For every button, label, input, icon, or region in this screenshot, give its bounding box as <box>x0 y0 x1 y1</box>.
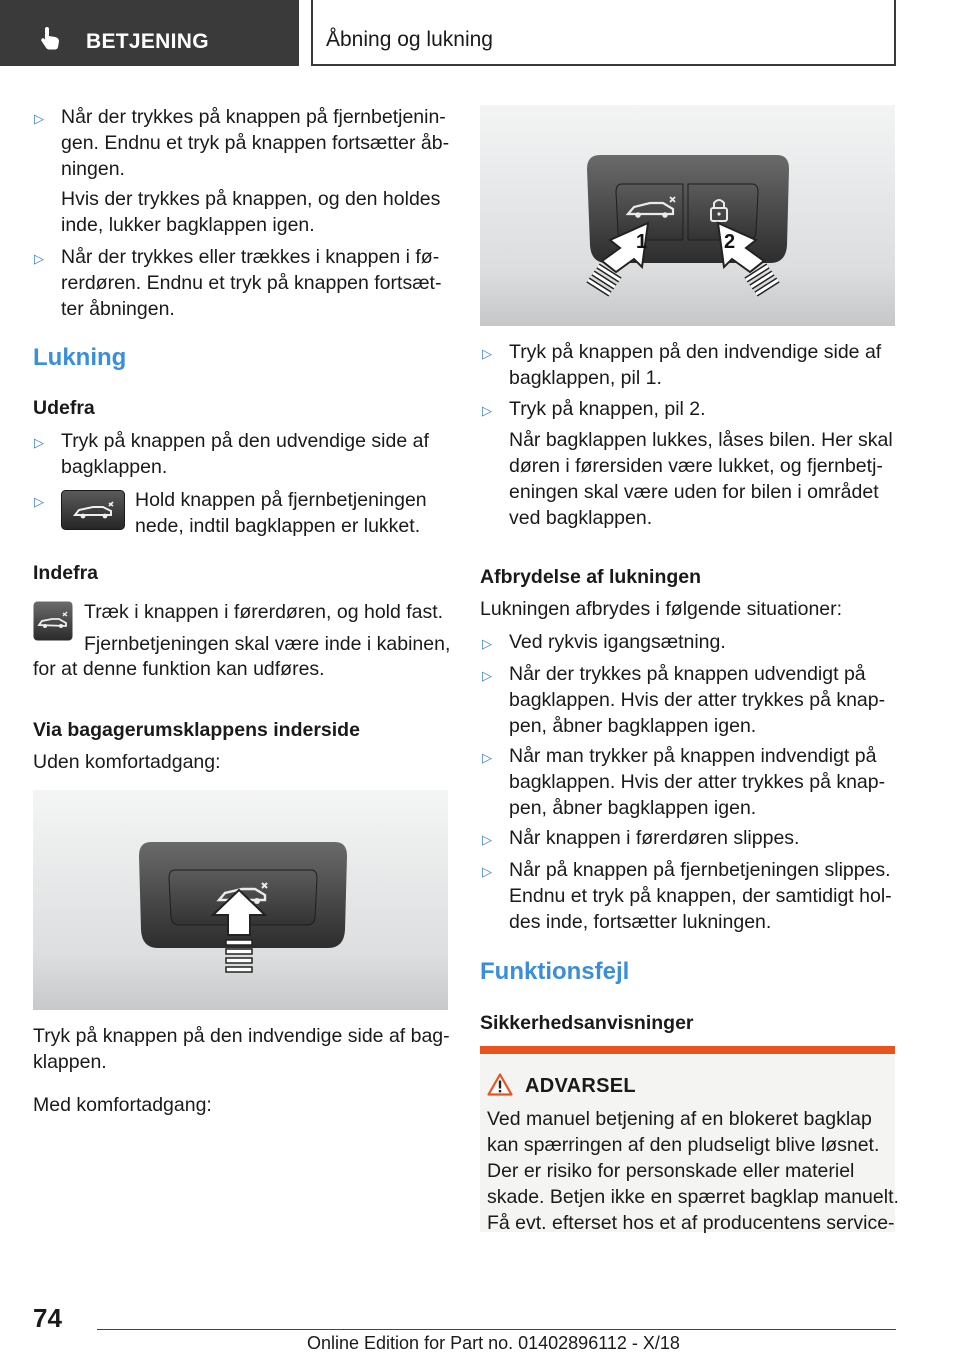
list-item: Tryk på knappen på den indvendige side af bagklappen, pil 1. <box>509 341 882 389</box>
bullet-icon: ▷ <box>482 668 492 683</box>
list-item: Tryk på knappen på den udvendige side af bagklappen. <box>61 430 429 478</box>
list-item: Tryk på knappen, pil 2. <box>509 398 706 420</box>
paragraph: Lukningen afbrydes i følgende situationer: <box>480 598 843 620</box>
bullet-icon: ▷ <box>482 864 492 879</box>
list-item: Når knappen i førerdøren slippes. <box>509 827 800 849</box>
footer-edition: Online Edition for Part no. 01402896112 - X/18 <box>307 1333 680 1353</box>
chapter-title: Åbning og lukning <box>326 28 493 51</box>
list-item: Når på knappen på fjernbetjeningen slippes. Endnu et tryk på knappen, der samtidigt hol- des inde, fortsætter lukningen. <box>509 859 892 933</box>
warning-text: Ved manuel betjening af en blokeret bagklap kan spærringen af den pludseligt blive løsnet. Der er risiko for personskade eller materiel skade. Betjen ikke en spærret bagklap manuelt. Få evt. efterset hos et af producentens service- <box>487 1108 899 1234</box>
list-item: Når der trykkes eller trækkes i knappen i fø- rerdøren. Endnu et tryk på knappen fortsæt- ter åbningen. <box>61 246 442 320</box>
heading-indefra: Indefra <box>33 562 99 584</box>
section-tab <box>0 0 299 66</box>
heading-udefra: Udefra <box>33 397 95 419</box>
paragraph: Tryk på knappen på den indvendige side af bag- klappen. <box>33 1025 450 1073</box>
bullet-icon: ▷ <box>34 494 44 509</box>
list-item: Når man trykker på knappen indvendigt på bagklappen. Hvis der atter trykkes på knap- pen, åbner bagklappen igen. <box>509 745 886 819</box>
paragraph: Fjernbetjeningen skal være inde i kabinen, <box>84 633 451 655</box>
warning-title: ADVARSEL <box>525 1075 636 1097</box>
list-item-note: Hvis der trykkes på knappen, og den holdes inde, lukker bagklappen igen. <box>61 188 441 236</box>
chapter-header <box>311 0 896 66</box>
remote-tailgate-icon <box>61 490 125 530</box>
paragraph: for at denne funktion kan udføres. <box>33 658 325 680</box>
bullet-icon: ▷ <box>34 251 44 266</box>
arrow-label-2: 2 <box>724 231 736 253</box>
warning-triangle-icon <box>487 1073 513 1096</box>
heading-lukning: Lukning <box>33 344 127 371</box>
tailgate-button-illustration <box>33 790 448 1010</box>
list-item: Hold knappen på fjernbetjeningen nede, indtil bagklappen er lukket. <box>135 489 427 537</box>
page-number: 74 <box>33 1303 62 1333</box>
heading-afbrydelse: Afbrydelse af lukningen <box>480 566 702 588</box>
bullet-icon: ▷ <box>482 346 492 361</box>
heading-sikkerhed: Sikkerhedsanvisninger <box>480 1012 694 1034</box>
warning-bar <box>480 1046 895 1054</box>
bullet-icon: ▷ <box>482 636 492 651</box>
tailgate-buttons-comfort-access-illustration <box>480 105 895 326</box>
paragraph: Uden komfortadgang: <box>33 751 221 773</box>
door-tailgate-button-icon <box>33 601 73 641</box>
heading-via: Via bagagerumsklappens inderside <box>33 719 360 741</box>
paragraph: Træk i knappen i førerdøren, og hold fast. <box>84 601 444 623</box>
heading-funktionsfejl: Funktionsfejl <box>480 958 630 985</box>
arrow-label-1: 1 <box>636 231 648 253</box>
bullet-icon: ▷ <box>482 750 492 765</box>
bullet-icon: ▷ <box>482 832 492 847</box>
list-item: Ved rykvis igangsætning. <box>509 631 726 653</box>
list-item-note: Når bagklappen lukkes, låses bilen. Her skal døren i førersiden være lukket, og fjernbetj- eningen skal være uden for bilen i området ved bagklappen. <box>509 429 893 529</box>
list-item: Når der trykkes på knappen udvendigt på bagklappen. Hvis der atter trykkes på knap- pen, åbner bagklappen igen. <box>509 663 886 737</box>
paragraph: Med komfortadgang: <box>33 1094 212 1116</box>
bullet-icon: ▷ <box>482 403 492 418</box>
hand-pointer-icon <box>40 26 62 50</box>
list-item: Når der trykkes på knappen på fjernbetjenin- gen. Endnu et tryk på knappen fortsætter åb- ningen. <box>61 106 450 180</box>
bullet-icon: ▷ <box>34 111 44 126</box>
footer-divider <box>97 1329 896 1330</box>
bullet-icon: ▷ <box>34 435 44 450</box>
section-label: BETJENING <box>86 30 209 53</box>
